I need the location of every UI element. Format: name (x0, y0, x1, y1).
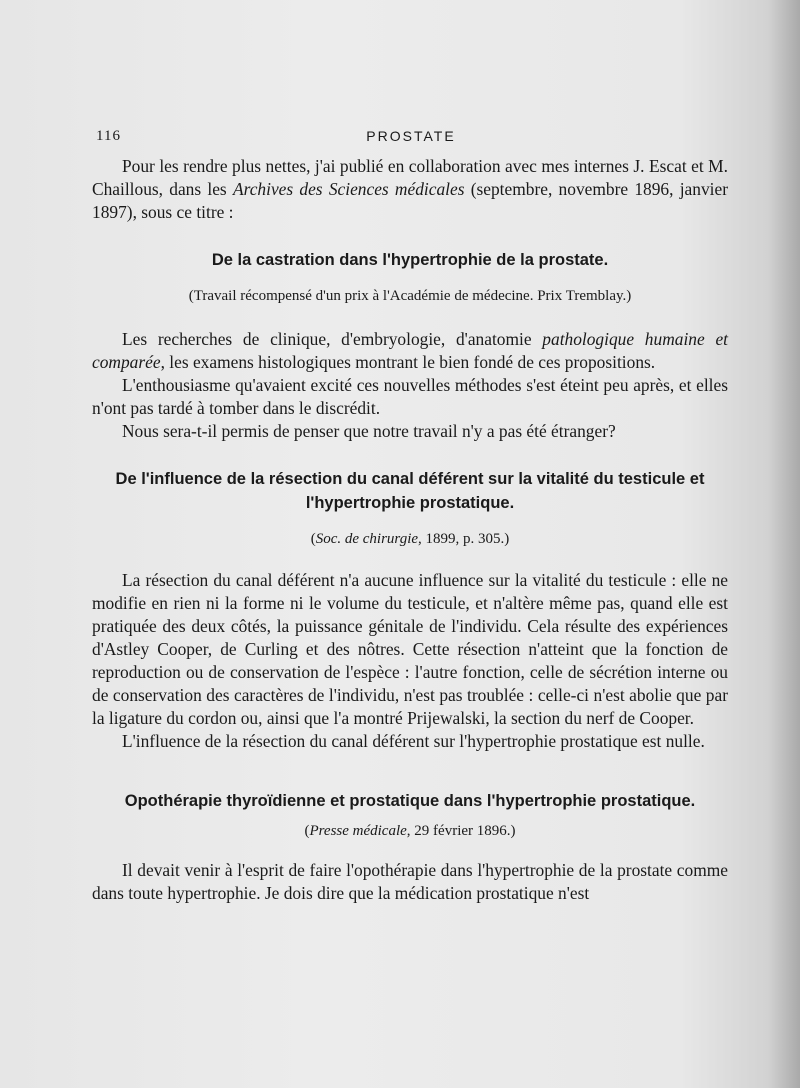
section-1-paragraph-3: Nous sera-t-il permis de penser que notre travail n'y a pas été étranger? (122, 421, 616, 441)
running-title: PROSTATE (366, 128, 456, 144)
section-2-reference: (Soc. de chirurgie, 1899, p. 305.) (310, 531, 510, 547)
page-header (96, 128, 726, 148)
section-1-reference: (Travail récompensé d'un prix à l'Académie de médecine. Prix Tremblay.) (188, 288, 632, 304)
section-3-heading: Opothérapie thyroïdienne et prostatique dans l'hypertrophie prostatique. (124, 792, 696, 810)
section-3-reference: (Presse médicale, 29 février 1896.) (304, 823, 516, 839)
section-1-heading: De la castration dans l'hypertrophie de la prostate. (211, 251, 609, 269)
section-2-paragraph-2: L'influence de la résection du canal déférent sur l'hypertrophie prostatique est nulle. (122, 731, 705, 751)
reference-details: , 29 février 1896.) (406, 823, 516, 839)
section-3-paragraph-1: Il devait venir à l'esprit de faire l'opothérapie dans l'hypertrophie de la prostate comme dans toute hypertrophie. Je dois dire que la médication prostatique n'est (92, 860, 728, 903)
para-italic: pathologique humaine et comparée (92, 329, 728, 372)
section-2-heading (92, 467, 728, 515)
section-2-paragraph-1: La résection du canal déférent n'a aucune influence sur la vitalité du testicule : elle ne modifie en rien ni la forme ni le volume du testicule, et n'altère même pas, quand elle est pratiquée des deux côtés, la puissance génitale de l'individu. Cela résulte des expériences d'Astley Cooper, de Curling et des nôtres. Cette résection n'atteint que la fonction de reproduction ou de conservation de l'espèce : l'autre fonction, celle de sécrétion interne ou de conservation des caractères de l'individu, n'est pas troublée : celle-ci n'est abolie que par la ligature du cordon ou, ainsi que l'a montré Prijewalski, la section du nerf de Cooper. (92, 570, 728, 728)
reference-source: Presse médicale (309, 823, 407, 839)
intro-text-1: Pour les rendre plus nettes, j'ai publié en collaboration avec mes internes J. Escat et M. Chaillous, dans les (92, 156, 728, 199)
section-1-paragraph-1 (92, 328, 728, 374)
para-text: Les recherches de clinique, d'embryologie, d'anatomie (122, 329, 543, 349)
reference-source: Soc. de chirurgie (315, 531, 419, 547)
para-text: , les examens histologiques montrant le bien fondé de ces propositions. (160, 352, 656, 372)
journal-title: Archives des Sciences médicales (232, 179, 465, 199)
section-2-heading-line-1: De l'influence de la résection du canal déférent sur la vitalité du testicule et (115, 470, 705, 488)
page-number: 116 (96, 128, 121, 144)
page-body (92, 155, 728, 905)
section-2-heading-line-2: l'hypertrophie prostatique. (305, 494, 515, 512)
section-1-paragraph-2: L'enthousiasme qu'avaient excité ces nouvelles méthodes s'est éteint peu après, et elles n'ont pas tardé à tomber dans le discrédit. (92, 375, 728, 418)
intro-text-2: (septembre, novembre 1896, janvier 1897), sous ce titre : (92, 179, 728, 222)
intro-paragraph (92, 155, 728, 224)
reference-details: , 1899, p. 305.) (418, 531, 510, 547)
